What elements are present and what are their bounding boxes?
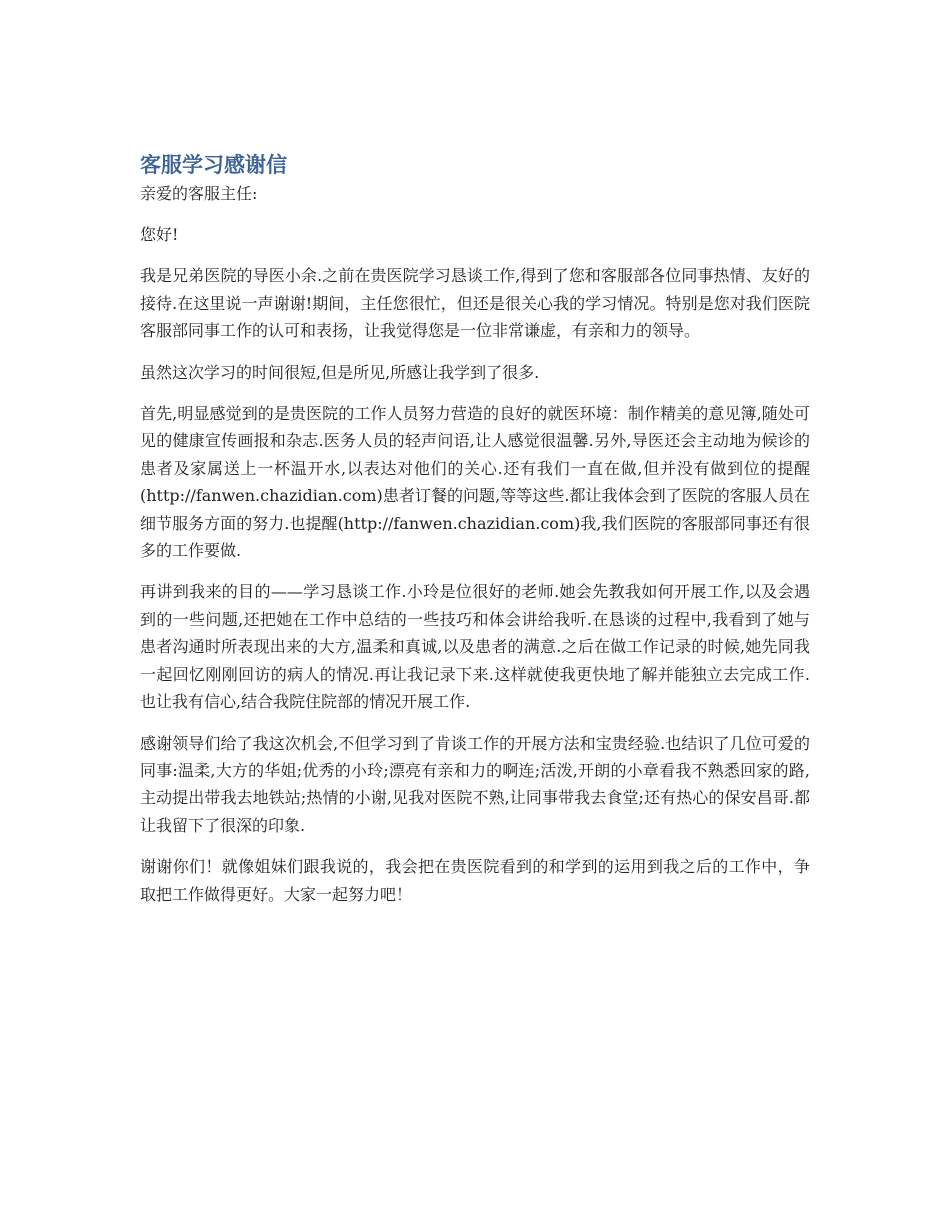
paragraph-closing: 谢谢你们！就像姐妹们跟我说的，我会把在贵医院看到的和学到的运用到我之后的工作中，争取把工作做得更好。大家一起努力吧！ xyxy=(140,857,810,904)
paragraph-thanks-colleagues: 感谢领导们给了我这次机会,不但学习到了肯谈工作的开展方法和宝贵经验.也结识了几位可爱的同事:温柔,大方的华姐;优秀的小玲;漂亮有亲和力的啊连;活泼,开朗的小章看我不熟悉回家的路,主动提出带我去地铁站;热情的小谢,见我对医院不熟,让同事带我去食堂;还有热心的保安昌哥.都让我留下了很深的印象. xyxy=(140,733,810,835)
paragraph-introduction: 我是兄弟医院的导医小余.之前在贵医院学习恳谈工作,得到了您和客服部各位同事热情、友好的接待.在这里说一声谢谢!期间，主任您很忙，但还是很关心我的学习情况。特别是您对我们医院客服部同事工作的认可和表扬，让我觉得您是一位非常谦虚，有亲和力的领导。 xyxy=(140,266,810,341)
paragraph-greeting: 您好! xyxy=(140,225,179,244)
document-page xyxy=(140,150,810,922)
paragraph-summary: 虽然这次学习的时间很短,但是所见,所感让我学到了很多. xyxy=(140,362,540,382)
salutation: 亲爱的客服主任: xyxy=(140,184,258,203)
paragraph-environment: 首先,明显感觉到的是贵医院的工作人员努力营造的良好的就医环境：制作精美的意见簿,随处可见的健康宣传画报和杂志.医务人员的轻声问语,让人感觉很温馨.另外,导医还会主动地为候诊的患者及家属送上一杯温开水,以表达对他们的关心.还有我们一直在做,但并没有做到位的提醒(http://fanwen.chazidian.com)患者订餐的问题,等等这些.都让我体会到了医院的客服人员在细节服务方面的努力.也提醒(http://fanwen.chazidian.com)我,我们医院的客服部同事还有很多的工作要做. xyxy=(140,404,810,561)
document-title: 客服学习感谢信 xyxy=(140,153,287,177)
paragraph-purpose: 再讲到我来的目的——学习恳谈工作.小玲是位很好的老师.她会先教我如何开展工作,以及会遇到的一些问题,还把她在工作中总结的一些技巧和体会讲给我听.在恳谈的过程中,我看到了她与患者沟通时所表现出来的大方,温柔和真诚,以及患者的满意.之后在做工作记录的时候,她先同我一起回忆刚刚回访的病人的情况.再让我记录下来.这样就使我更快地了解并能独立去完成工作.也让我有信心,结合我院住院部的情况开展工作. xyxy=(140,582,810,712)
